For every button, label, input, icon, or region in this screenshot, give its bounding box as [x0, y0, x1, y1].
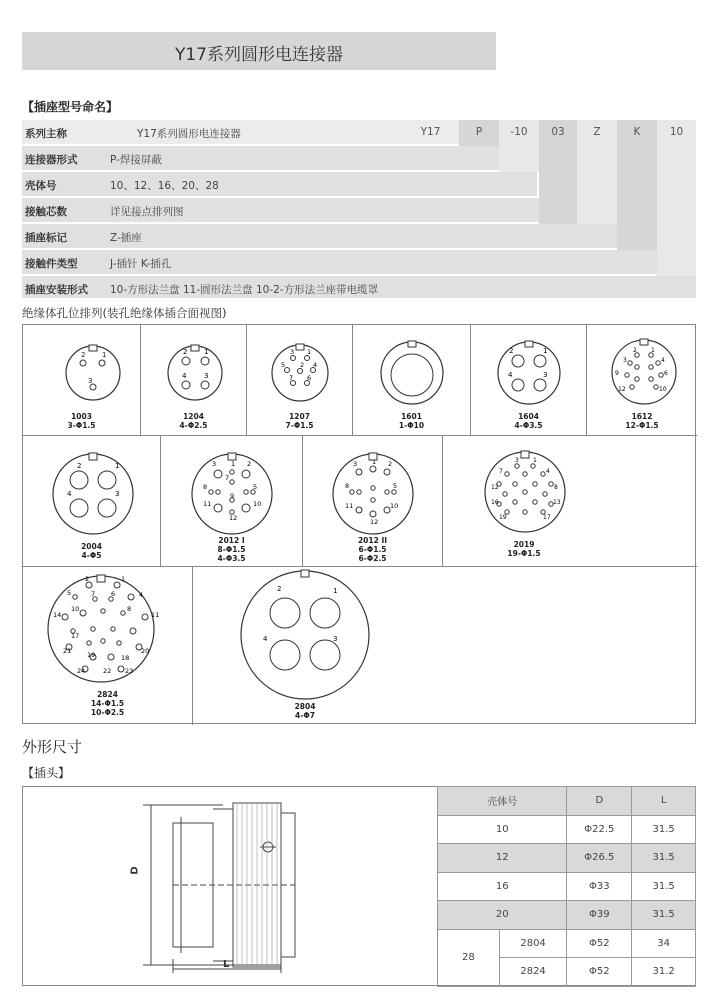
layout-spec: 12-Φ1.5 — [625, 421, 659, 430]
svg-text:3: 3 — [515, 457, 519, 464]
layout-code: 1604 — [518, 412, 539, 421]
svg-text:2: 2 — [183, 348, 188, 356]
layout-spec: 4-Φ5 — [81, 551, 102, 560]
svg-text:10: 10 — [659, 386, 667, 393]
svg-text:1: 1 — [333, 587, 338, 595]
layout-2804 — [193, 567, 697, 725]
naming-diagram — [22, 120, 696, 298]
layout-spec: 14-Φ1.5 — [90, 699, 125, 708]
cell-d: Φ52 — [567, 929, 632, 958]
svg-text:12: 12 — [491, 484, 499, 491]
naming-row — [22, 250, 657, 274]
naming-desc: Y17系列圆形电连接器 — [137, 128, 241, 140]
cell-l: 34 — [632, 929, 696, 958]
svg-text:4: 4 — [661, 357, 665, 364]
header-d: D — [567, 787, 632, 816]
svg-text:3: 3 — [353, 460, 358, 468]
svg-text:21: 21 — [63, 647, 72, 655]
svg-text:3: 3 — [88, 377, 93, 385]
layout-2019-face — [443, 436, 697, 544]
svg-text:3: 3 — [623, 357, 627, 364]
svg-text:1: 1 — [231, 460, 236, 468]
svg-text:2: 2 — [277, 585, 282, 593]
table-row — [438, 815, 696, 844]
layout-2019 — [443, 436, 697, 567]
svg-text:8: 8 — [345, 482, 350, 490]
svg-text:4: 4 — [182, 372, 187, 380]
cell-shell: 20 — [438, 901, 567, 930]
layout-2804-face — [193, 567, 697, 702]
layout-code: 2804 — [294, 702, 316, 711]
layout-2012-ii-face — [303, 436, 443, 544]
svg-text:1: 1 — [115, 462, 120, 470]
layout-spec: 4-Φ2.5 — [179, 421, 208, 430]
naming-heading: 【插座型号命名】 — [22, 100, 119, 114]
layout-spec: 1-Φ10 — [398, 421, 425, 430]
layout-1604 — [471, 325, 587, 436]
svg-text:2: 2 — [509, 347, 514, 355]
cell-l: 31.5 — [632, 815, 696, 844]
naming-label: 壳体号 — [25, 180, 57, 192]
cell-sub: 2824 — [499, 958, 567, 987]
svg-text:11: 11 — [151, 611, 160, 619]
svg-text:2: 2 — [633, 347, 637, 354]
naming-desc: P-焊接屏蔽 — [110, 154, 162, 166]
svg-text:5: 5 — [393, 482, 398, 490]
cell-d: Φ39 — [567, 901, 632, 930]
svg-text:12: 12 — [370, 518, 379, 526]
svg-text:2: 2 — [77, 462, 82, 470]
svg-text:7: 7 — [91, 590, 96, 598]
layout-1207-face — [247, 325, 353, 415]
svg-text:8: 8 — [127, 605, 132, 613]
code-mark: Z — [593, 126, 601, 138]
dimension-d-label: D — [129, 866, 141, 875]
svg-text:17: 17 — [543, 514, 551, 521]
svg-text:6: 6 — [111, 590, 116, 598]
svg-text:22: 22 — [103, 667, 112, 675]
svg-text:1: 1 — [372, 458, 377, 466]
layout-spec: 4-Φ7 — [295, 711, 315, 720]
header-l: L — [632, 787, 696, 816]
layout-1612-face — [587, 325, 697, 415]
svg-text:3: 3 — [290, 348, 295, 356]
layout-1204 — [141, 325, 247, 436]
svg-text:1: 1 — [543, 347, 548, 355]
svg-text:18: 18 — [121, 654, 130, 662]
layout-code: 1003 — [71, 412, 92, 421]
svg-text:1: 1 — [102, 351, 107, 359]
svg-text:4: 4 — [139, 591, 144, 599]
svg-text:1: 1 — [121, 575, 126, 583]
svg-text:3: 3 — [204, 372, 209, 380]
naming-label: 插座安装形式 — [25, 284, 88, 296]
table-row — [438, 872, 696, 901]
svg-text:10: 10 — [253, 500, 262, 508]
layout-spec: 8-Φ1.5 — [217, 545, 246, 554]
code-mount: 10 — [669, 126, 684, 138]
table-header-row — [438, 787, 696, 816]
naming-row — [22, 224, 617, 248]
svg-text:1: 1 — [533, 457, 537, 464]
code-contact-type: K — [633, 126, 641, 138]
svg-text:10: 10 — [390, 502, 399, 510]
layout-1612 — [587, 325, 697, 436]
code-series: Y17 — [420, 126, 441, 138]
layout-code: 2824 — [97, 690, 118, 699]
svg-text:12: 12 — [229, 514, 238, 522]
naming-label: 系列主称 — [25, 128, 67, 140]
naming-desc: J-插针 K-插孔 — [110, 258, 172, 270]
table-row — [438, 929, 696, 958]
layout-2004-face — [23, 436, 161, 544]
svg-text:3: 3 — [333, 635, 338, 643]
table-row — [438, 901, 696, 930]
layout-1604-face — [471, 325, 587, 415]
table-row — [438, 844, 696, 873]
cell-l: 31.2 — [632, 958, 696, 987]
svg-text:2: 2 — [300, 361, 305, 369]
svg-text:9: 9 — [615, 370, 619, 377]
layout-2824 — [23, 567, 193, 725]
cell-shell: 12 — [438, 844, 567, 873]
svg-text:4: 4 — [313, 361, 318, 369]
plug-heading: 【插头】 — [22, 766, 71, 780]
naming-label: 连接器形式 — [25, 154, 78, 166]
svg-text:4: 4 — [508, 371, 513, 379]
svg-text:2: 2 — [85, 575, 90, 583]
layout-2012-i — [161, 436, 303, 567]
layout-1207 — [247, 325, 353, 436]
cell-shell: 10 — [438, 815, 567, 844]
layout-spec: 10-Φ2.5 — [90, 708, 125, 717]
insulator-grid — [22, 324, 696, 724]
svg-text:19: 19 — [499, 514, 507, 521]
cell-shell: 28 — [438, 929, 500, 986]
cell-d: Φ26.5 — [567, 844, 632, 873]
svg-text:7: 7 — [289, 374, 294, 382]
svg-text:20: 20 — [141, 647, 150, 655]
layout-spec: 6-Φ2.5 — [358, 554, 387, 563]
svg-text:4: 4 — [546, 468, 550, 475]
svg-text:14: 14 — [53, 611, 62, 619]
cell-sub: 2804 — [499, 929, 567, 958]
naming-desc: 10-方形法兰盘 11-圆形法兰盘 10-2-方形法兰座带电缆罩 — [110, 284, 379, 296]
insulator-heading: 绝缘体孔位排列(装孔绝缘体插合面视图) — [22, 306, 227, 320]
code-form: P — [475, 126, 483, 138]
svg-text:2: 2 — [247, 460, 252, 468]
layout-code: 2012 II — [357, 536, 388, 545]
svg-text:16: 16 — [491, 499, 499, 506]
layout-code: 1207 — [289, 412, 310, 421]
layout-spec: 4-Φ3.5 — [514, 421, 543, 430]
svg-text:23: 23 — [125, 667, 134, 675]
layout-code: 2004 — [81, 542, 102, 551]
svg-text:7: 7 — [225, 474, 230, 482]
svg-text:3: 3 — [212, 460, 217, 468]
cell-l: 31.5 — [632, 844, 696, 873]
cell-l: 31.5 — [632, 901, 696, 930]
page-title: Y17系列圆形电连接器 — [174, 45, 344, 65]
layout-1204-face — [141, 325, 247, 415]
svg-text:1: 1 — [307, 348, 312, 356]
svg-text:6: 6 — [307, 374, 312, 382]
header-shell: 壳体号 — [438, 787, 567, 816]
svg-text:4: 4 — [263, 635, 268, 643]
layout-code: 2019 — [513, 540, 535, 549]
svg-text:24: 24 — [77, 667, 86, 675]
layout-1003-face — [23, 325, 141, 415]
svg-text:11: 11 — [345, 502, 354, 510]
dimensions-heading: 外形尺寸 — [22, 738, 83, 756]
layout-spec: 7-Φ1.5 — [285, 421, 314, 430]
layout-1601 — [353, 325, 471, 436]
layout-spec: 6-Φ1.5 — [358, 545, 387, 554]
svg-text:11: 11 — [203, 500, 212, 508]
naming-row — [22, 276, 696, 300]
layout-1003 — [23, 325, 141, 436]
svg-text:6: 6 — [664, 370, 668, 377]
svg-text:2: 2 — [388, 460, 393, 468]
naming-desc: Z-插座 — [110, 232, 142, 244]
naming-label: 接触芯数 — [25, 206, 67, 218]
code-shell: -10 — [510, 126, 528, 138]
layout-code: 1204 — [183, 412, 204, 421]
layout-2012-i-face — [161, 436, 303, 544]
layout-1601-face — [353, 325, 471, 415]
code-contacts: 03 — [551, 126, 565, 138]
layout-2004 — [23, 436, 161, 567]
svg-text:19: 19 — [87, 651, 96, 659]
svg-text:5: 5 — [67, 589, 72, 597]
layout-code: 2012 I — [218, 536, 245, 545]
layout-code: 1612 — [631, 412, 653, 421]
svg-text:1: 1 — [651, 347, 655, 354]
naming-row — [22, 172, 537, 196]
naming-row — [22, 198, 577, 222]
cell-l: 31.5 — [632, 872, 696, 901]
svg-text:5: 5 — [281, 361, 286, 369]
svg-text:5: 5 — [253, 483, 258, 491]
cell-d: Φ33 — [567, 872, 632, 901]
svg-text:13: 13 — [553, 499, 561, 506]
cell-shell: 16 — [438, 872, 567, 901]
naming-desc: 10、12、16、20、28 — [110, 180, 219, 192]
title-banner — [22, 32, 496, 70]
naming-desc: 详见接点排列图 — [110, 206, 184, 218]
layout-spec: 4-Φ3.5 — [217, 554, 246, 563]
layout-spec: 19-Φ1.5 — [507, 549, 541, 558]
svg-text:1: 1 — [204, 348, 209, 356]
svg-text:3: 3 — [115, 490, 120, 498]
naming-label: 接触件类型 — [25, 258, 78, 270]
dimension-l-label: L — [223, 959, 230, 970]
layout-spec: 3-Φ1.5 — [67, 421, 96, 430]
svg-text:9: 9 — [230, 492, 235, 500]
naming-row — [22, 146, 577, 170]
cell-d: Φ22.5 — [567, 815, 632, 844]
svg-text:2: 2 — [81, 351, 86, 359]
svg-text:7: 7 — [499, 468, 503, 475]
dimension-table — [437, 786, 696, 987]
naming-label: 插座标记 — [25, 232, 67, 244]
svg-text:4: 4 — [67, 490, 72, 498]
layout-code: 1601 — [401, 412, 422, 421]
svg-text:8: 8 — [554, 484, 558, 491]
layout-2824-face — [23, 567, 193, 692]
svg-text:10: 10 — [71, 605, 80, 613]
cell-d: Φ52 — [567, 958, 632, 987]
svg-text:3: 3 — [543, 371, 548, 379]
plug-drawing — [23, 787, 438, 985]
svg-text:8: 8 — [203, 483, 208, 491]
svg-text:12: 12 — [618, 386, 626, 393]
svg-text:17: 17 — [71, 632, 80, 640]
